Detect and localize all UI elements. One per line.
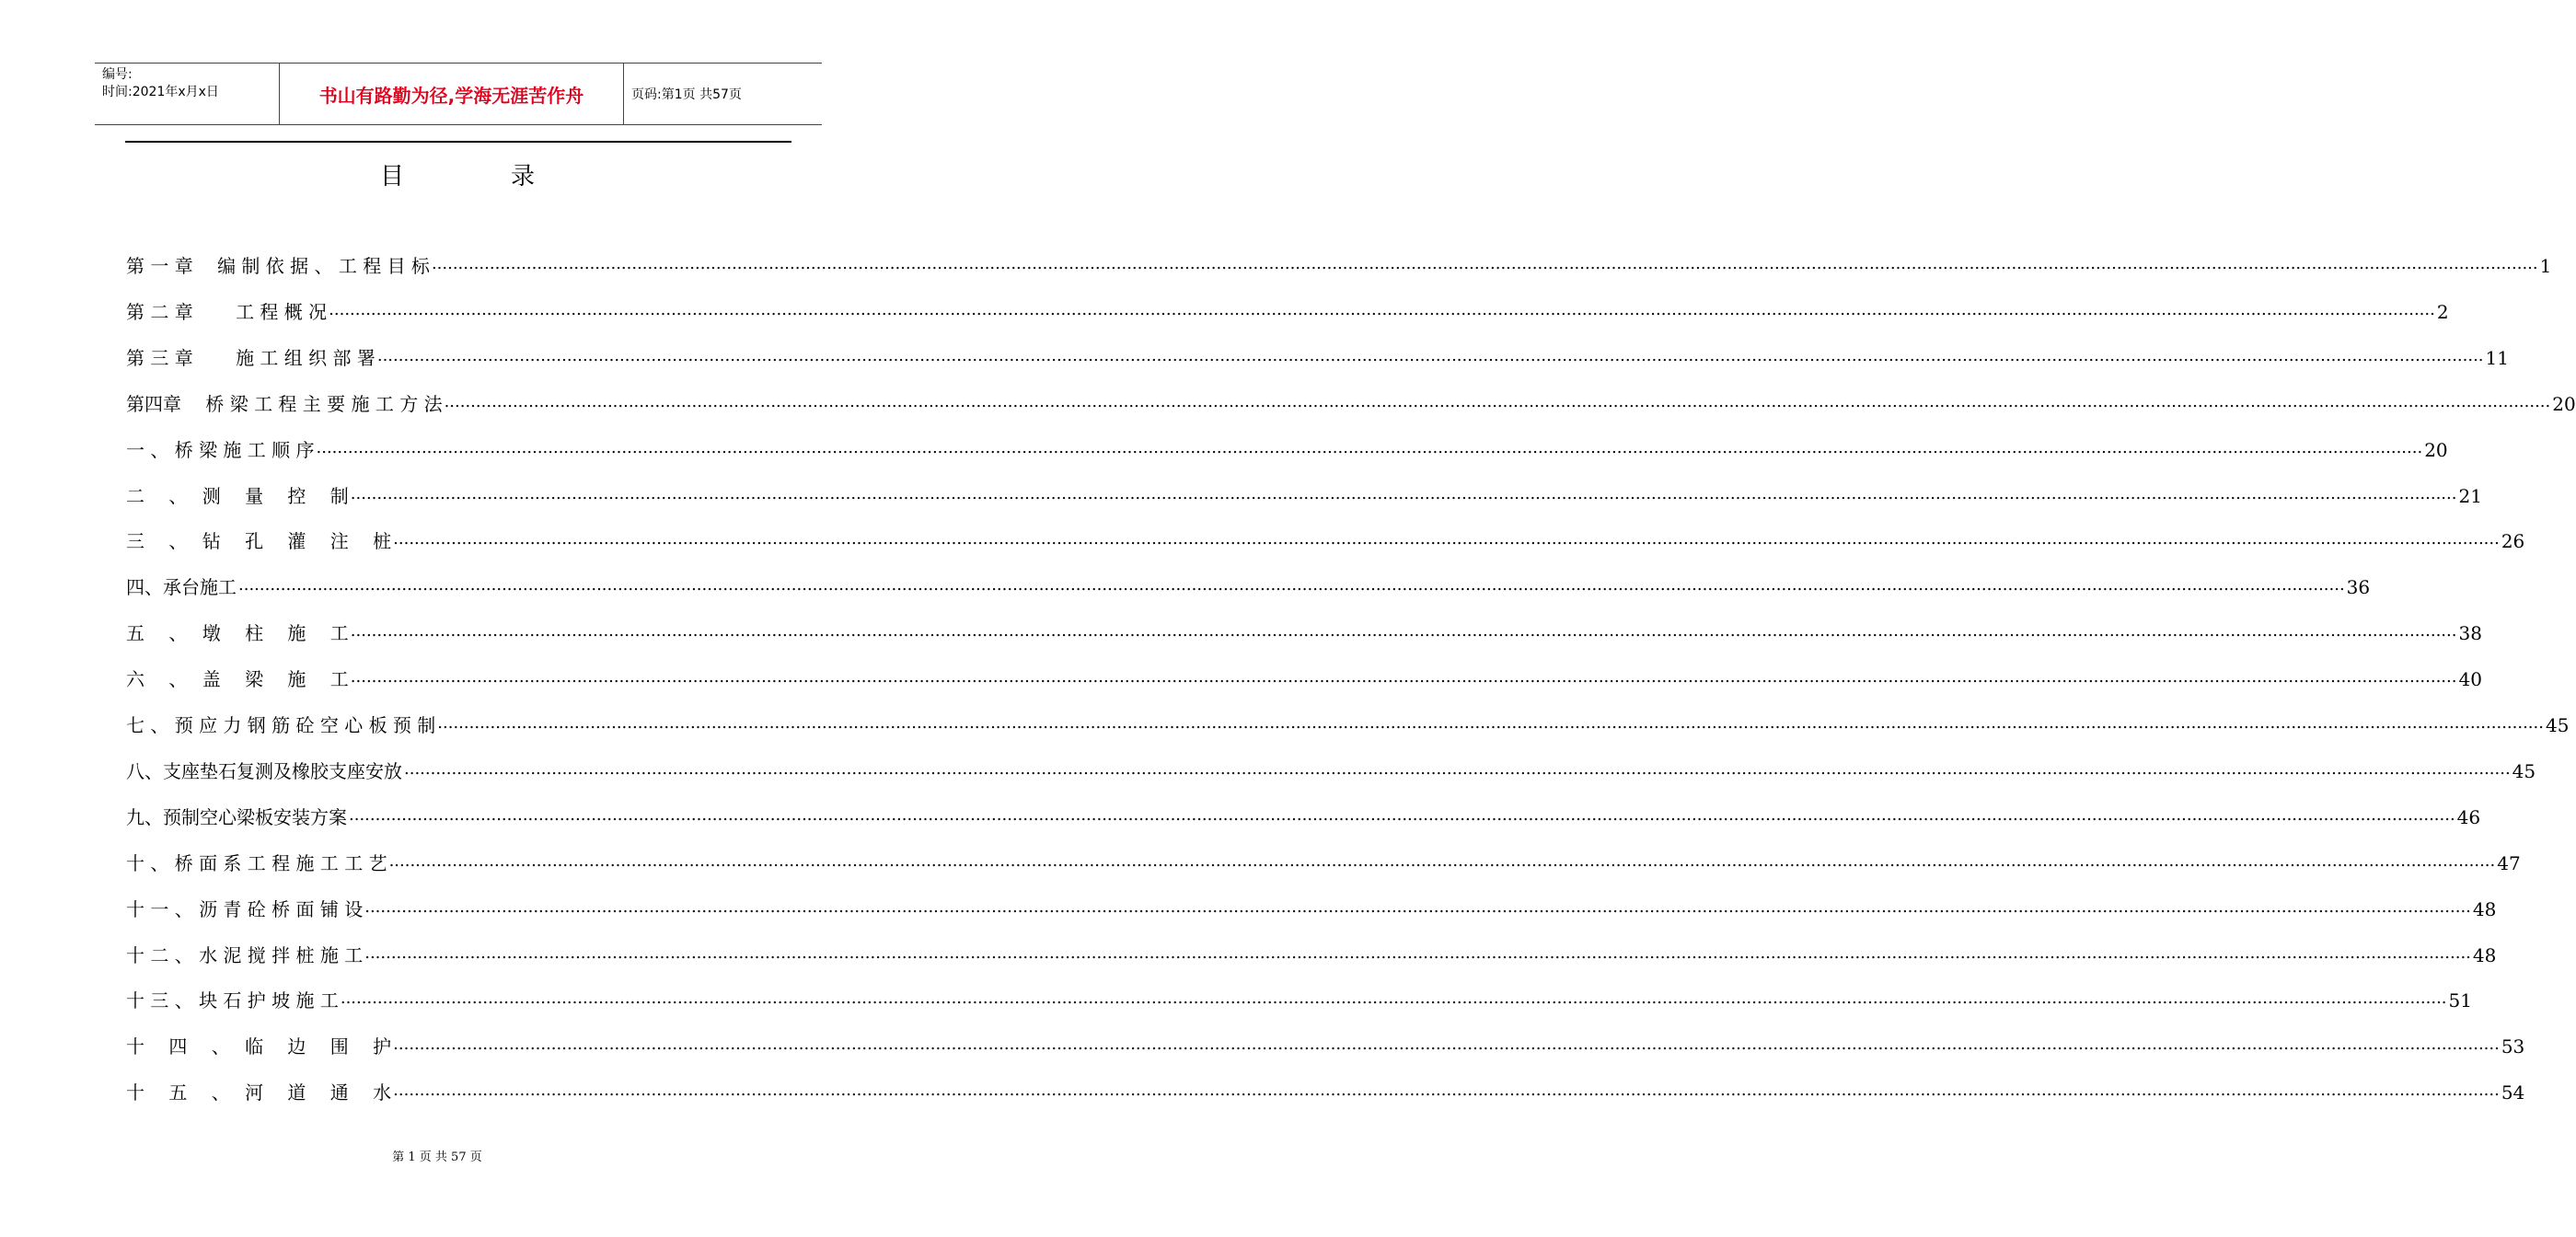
toc-entry-page: 21 bbox=[2458, 484, 2482, 507]
header-motto: 书山有路勤为径,学海无涯苦作舟 bbox=[280, 64, 624, 124]
toc-entry-label: 二 、 测 量 控 制 bbox=[126, 484, 349, 507]
toc-leader-dots: ................................................................................................................................................................................................................................................................................................................................................................................................................ bbox=[404, 758, 2511, 779]
toc-entry-page: 51 bbox=[2448, 989, 2472, 1012]
toc-entry[interactable] bbox=[126, 480, 2482, 512]
toc-entry-label: 一 、 桥 梁 施 工 顺 序 bbox=[126, 438, 315, 461]
time-label: 时间:2021年x月x日 bbox=[102, 85, 219, 99]
toc-leader-dots: ................................................................................................................................................................................................................................................................................................................................................................................................................ bbox=[316, 437, 2423, 457]
toc-entry-label: 第 三 章 施 工 组 织 部 署 bbox=[126, 346, 375, 369]
toc-leader-dots: ................................................................................................................................................................................................................................................................................................................................................................................................................ bbox=[431, 254, 2538, 273]
toc-entry-label: 六 、 盖 梁 施 工 bbox=[126, 668, 349, 691]
toc-entry[interactable] bbox=[126, 848, 2521, 879]
toc-entry[interactable] bbox=[126, 296, 2449, 328]
toc-entry-label: 第四章 桥 梁 工 程 主 要 施 工 方 法 bbox=[126, 392, 443, 415]
toc-entry-page: 38 bbox=[2458, 622, 2482, 645]
toc-leader-dots: ................................................................................................................................................................................................................................................................................................................................................................................................................ bbox=[238, 575, 2345, 595]
toc-entry[interactable] bbox=[126, 940, 2497, 971]
toc-entry[interactable] bbox=[126, 618, 2482, 649]
toc-entry[interactable] bbox=[126, 664, 2482, 695]
toc-leader-dots: ................................................................................................................................................................................................................................................................................................................................................................................................................ bbox=[329, 299, 2435, 319]
toc-entry-page: 45 bbox=[2512, 759, 2536, 782]
toc-leader-dots: ................................................................................................................................................................................................................................................................................................................................................................................................................ bbox=[376, 345, 2484, 365]
toc-entry[interactable] bbox=[126, 526, 2525, 557]
page-footer: 第 1 页 共 57 页 bbox=[392, 1150, 482, 1164]
toc-leader-dots: ................................................................................................................................................................................................................................................................................................................................................................................................................ bbox=[388, 850, 2496, 871]
toc-entry[interactable] bbox=[126, 1031, 2525, 1062]
toc-entry[interactable] bbox=[126, 710, 2570, 741]
toc-entry-label: 七 、 预 应 力 钢 筋 砼 空 心 板 预 制 bbox=[126, 714, 436, 736]
toc-entry-page: 47 bbox=[2497, 851, 2521, 874]
toc-entry-page: 20 bbox=[2552, 392, 2576, 415]
toc-entry-label: 十 二 、 水 泥 搅 拌 桩 施 工 bbox=[126, 943, 364, 966]
toc-leader-dots: ................................................................................................................................................................................................................................................................................................................................................................................................................ bbox=[350, 667, 2457, 688]
toc-entry-page: 11 bbox=[2485, 346, 2509, 369]
toc-entry-label: 第 一 章 编 制 依 据 、 工 程 目 标 bbox=[126, 255, 430, 277]
page-header bbox=[95, 63, 822, 125]
toc-entry-label: 十 四 、 临 边 围 护 bbox=[126, 1035, 392, 1058]
toc-entry[interactable] bbox=[126, 342, 2509, 374]
toc-entry[interactable] bbox=[126, 1077, 2525, 1108]
header-meta bbox=[95, 64, 280, 124]
number-label: 编号: bbox=[102, 67, 133, 82]
toc-entry[interactable] bbox=[126, 250, 2552, 282]
toc-entry-label: 三 、 钻 孔 灌 注 桩 bbox=[126, 530, 392, 553]
toc-entry[interactable] bbox=[126, 388, 2576, 420]
toc-entry[interactable] bbox=[126, 985, 2472, 1016]
toc-entry-label: 十 五 、 河 道 通 水 bbox=[126, 1081, 392, 1104]
toc-entry-page: 36 bbox=[2346, 576, 2371, 599]
toc-title bbox=[0, 158, 920, 195]
toc-entry-page: 2 bbox=[2436, 300, 2449, 323]
toc-entry-label: 四、承台施工 bbox=[126, 576, 237, 599]
toc-entry-label: 八、支座垫石复测及橡胶支座安放 bbox=[126, 759, 402, 782]
toc-entry-page: 40 bbox=[2458, 668, 2482, 691]
toc-entry[interactable] bbox=[126, 756, 2536, 787]
toc-title-char-2: 录 bbox=[511, 163, 536, 191]
toc-leader-dots: ................................................................................................................................................................................................................................................................................................................................................................................................................ bbox=[364, 942, 2471, 963]
toc-entry-page: 1 bbox=[2539, 255, 2552, 277]
toc-leader-dots: ................................................................................................................................................................................................................................................................................................................................................................................................................ bbox=[364, 896, 2471, 917]
header-rule bbox=[125, 141, 791, 143]
toc-entry-page: 48 bbox=[2472, 897, 2497, 920]
toc-leader-dots: ................................................................................................................................................................................................................................................................................................................................................................................................................ bbox=[340, 988, 2447, 1009]
toc-entry-page: 20 bbox=[2424, 438, 2448, 461]
toc-leader-dots: ................................................................................................................................................................................................................................................................................................................................................................................................................ bbox=[393, 529, 2500, 549]
toc-entry-page: 45 bbox=[2545, 714, 2570, 736]
toc-entry-page: 26 bbox=[2501, 530, 2525, 553]
toc-entry-label: 第 二 章 工 程 概 况 bbox=[126, 300, 328, 323]
toc-leader-dots: ................................................................................................................................................................................................................................................................................................................................................................................................................ bbox=[393, 1081, 2500, 1101]
toc-leader-dots: ................................................................................................................................................................................................................................................................................................................................................................................................................ bbox=[437, 713, 2544, 733]
toc-entry-label: 五 、 墩 柱 施 工 bbox=[126, 622, 349, 645]
toc-entry[interactable] bbox=[126, 894, 2497, 925]
toc-entry-label: 十 、 桥 面 系 工 程 施 工 工 艺 bbox=[126, 851, 387, 874]
toc-entry[interactable] bbox=[126, 802, 2481, 833]
toc-entry-label: 十 三 、 块 石 护 坡 施 工 bbox=[126, 989, 339, 1012]
toc-entry-page: 46 bbox=[2456, 805, 2481, 828]
toc-entry[interactable] bbox=[126, 434, 2448, 466]
toc-entry-label: 十 一 、 沥 青 砼 桥 面 铺 设 bbox=[126, 897, 364, 920]
header-page-info: 页码:第1页 共57页 bbox=[631, 87, 742, 102]
toc-leader-dots: ................................................................................................................................................................................................................................................................................................................................................................................................................ bbox=[349, 804, 2455, 825]
toc-entry-label: 九、预制空心梁板安装方案 bbox=[126, 805, 347, 828]
toc-entry-page: 54 bbox=[2501, 1081, 2525, 1104]
toc-leader-dots: ................................................................................................................................................................................................................................................................................................................................................................................................................ bbox=[350, 621, 2457, 642]
toc-entry[interactable] bbox=[126, 572, 2371, 603]
toc-entry-page: 48 bbox=[2472, 943, 2497, 966]
toc-leader-dots: ................................................................................................................................................................................................................................................................................................................................................................................................................ bbox=[350, 483, 2457, 503]
toc-leader-dots: ................................................................................................................................................................................................................................................................................................................................................................................................................ bbox=[444, 391, 2551, 411]
toc-entry-page: 53 bbox=[2501, 1035, 2525, 1058]
toc-leader-dots: ................................................................................................................................................................................................................................................................................................................................................................................................................ bbox=[393, 1035, 2500, 1055]
toc-title-char-1: 目 bbox=[380, 163, 405, 191]
